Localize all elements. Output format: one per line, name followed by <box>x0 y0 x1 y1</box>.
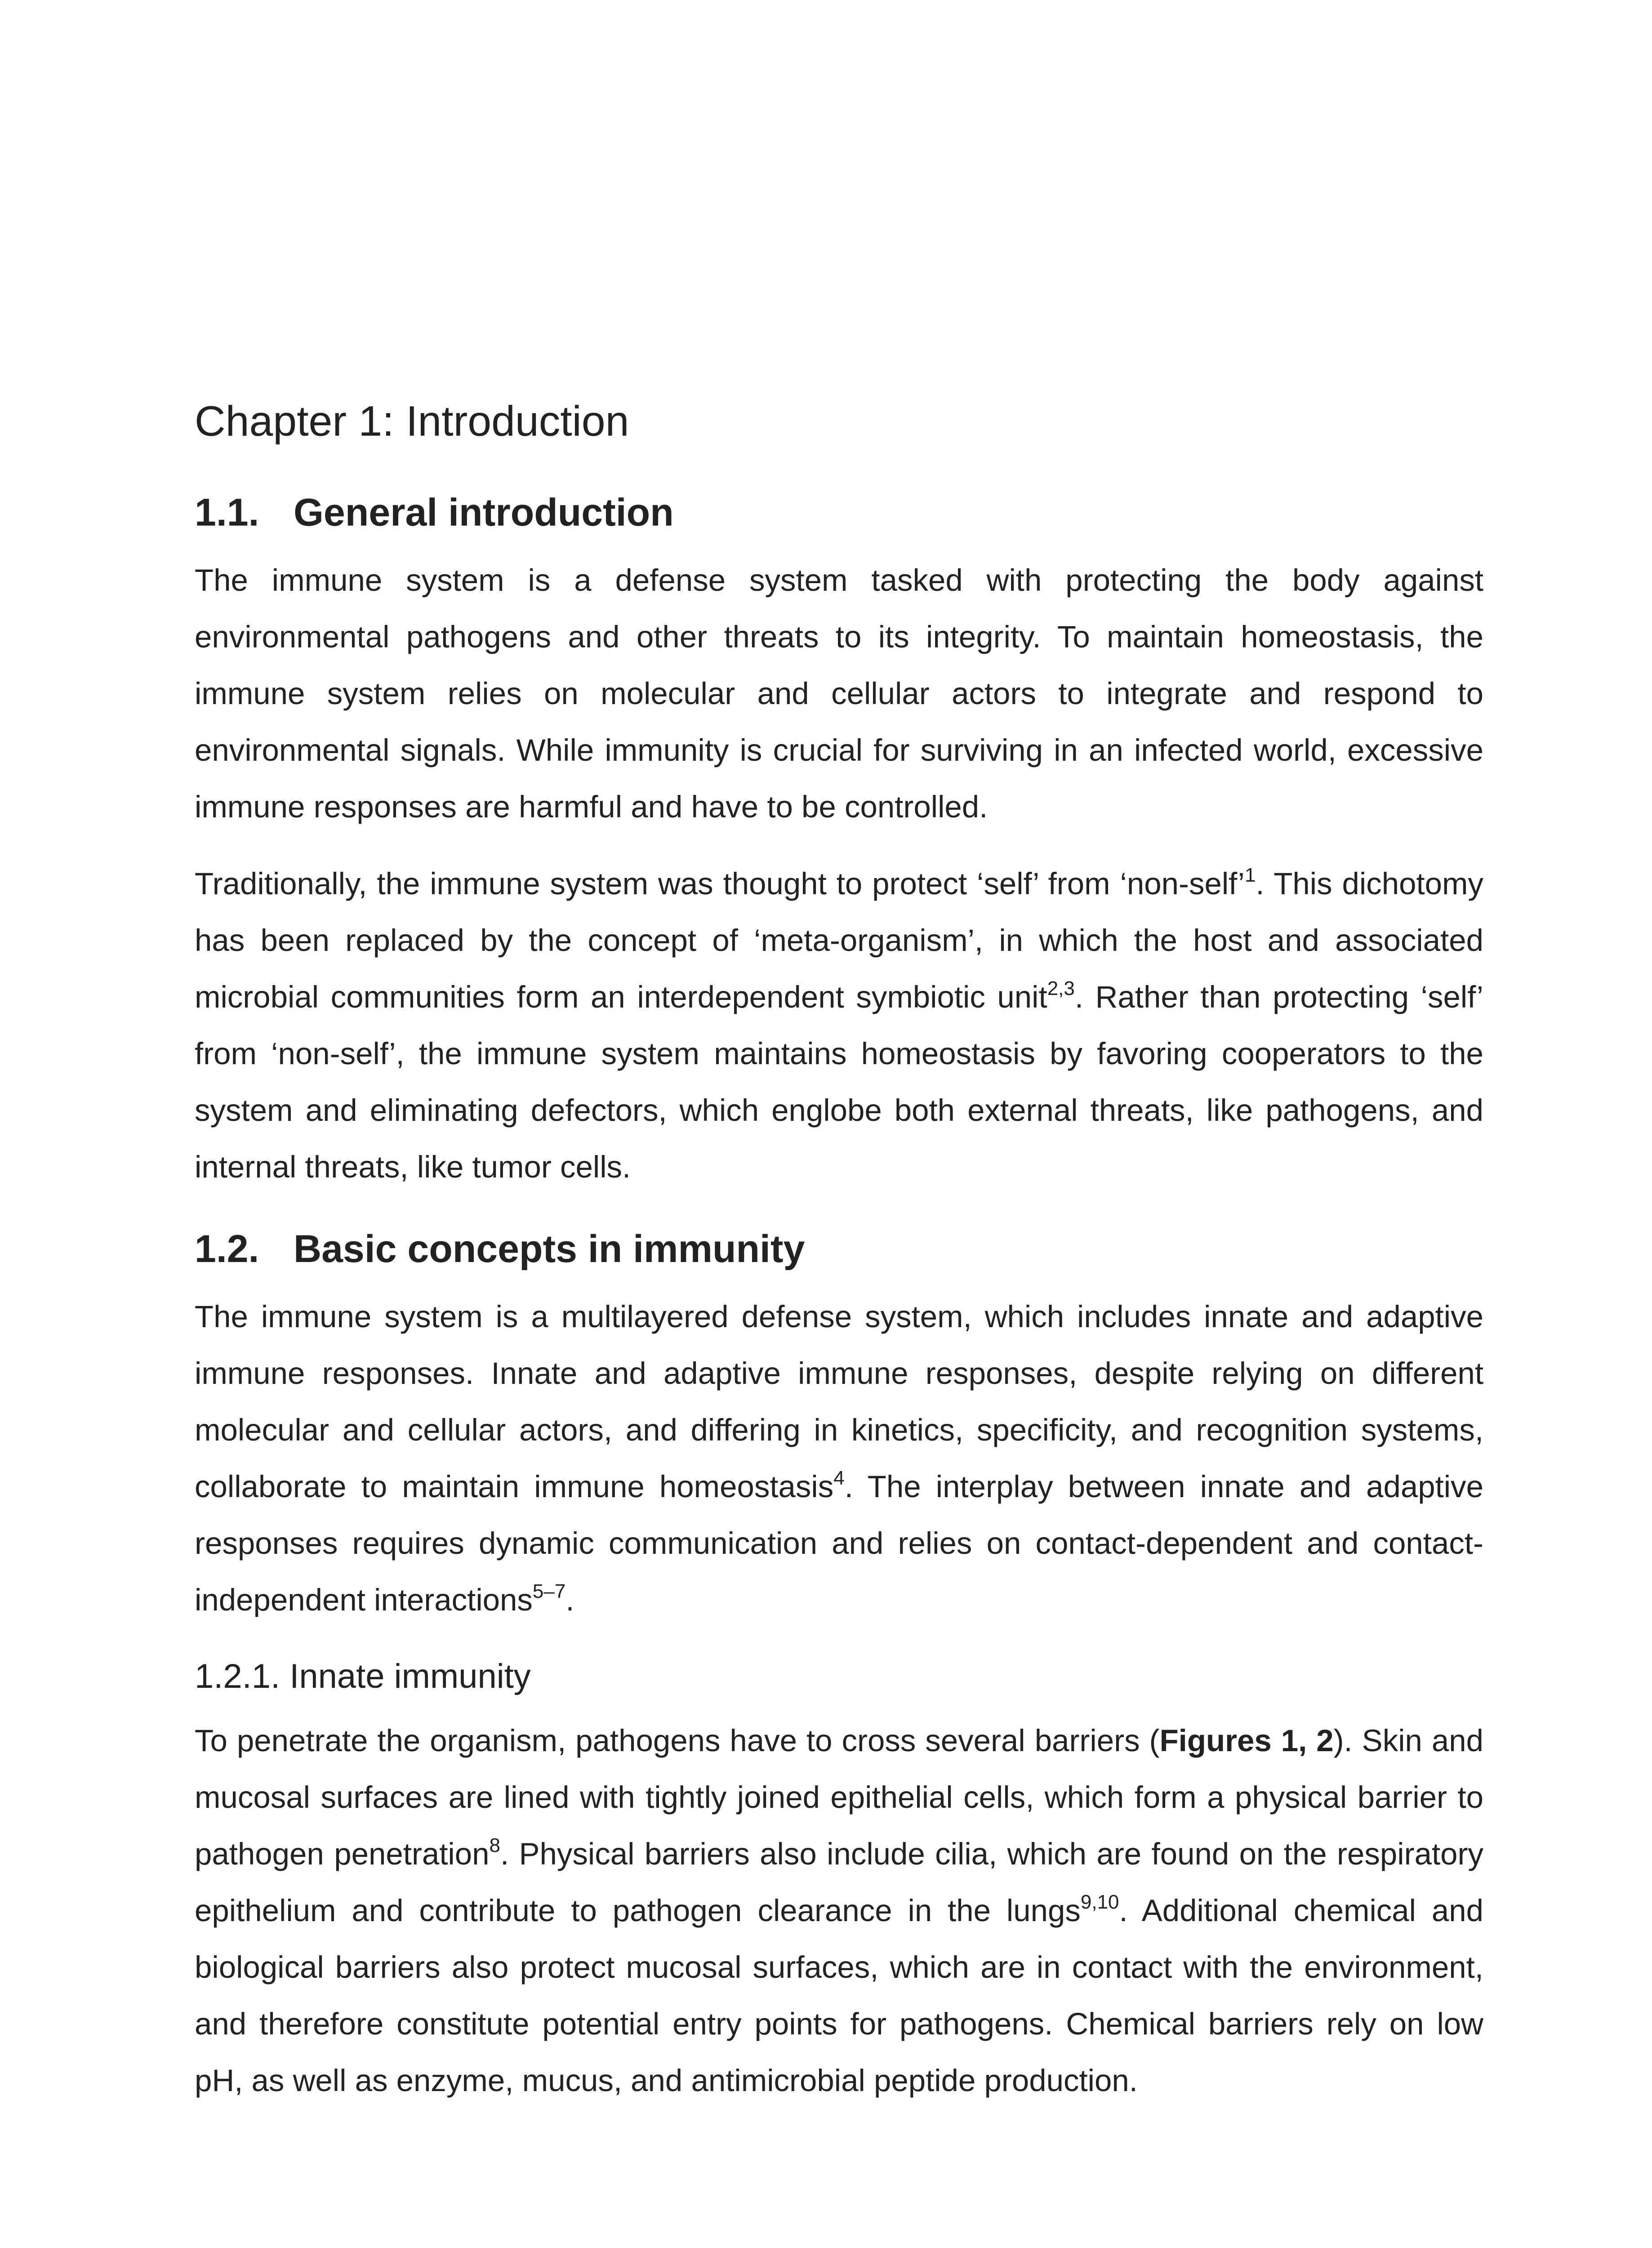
paragraph-text: . Additional chemical and biological barriers also protect mucosal surfaces, which are in contact with the environment, and therefore constitute potential entry points for pathogens. Chemical barriers rely on low pH, as well as enzyme, mucus, and antimicrobial peptide production. <box>195 1893 1483 2098</box>
paragraph-text: . The interplay between innate and adaptive responses requires dynamic communication and relies on contact-dependent and contact-independent interactions <box>195 1469 1483 1618</box>
section-number: 1.2. <box>195 1227 259 1271</box>
paragraph-text: . Rather than protecting ‘self’ from ‘non-self’, the immune system maintains homeostasis by favoring cooperators to the system and eliminating defectors, which englobe both external threats, like pathogens, and internal threats, like tumor cells. <box>195 980 1483 1185</box>
citation: 4 <box>833 1467 845 1490</box>
paragraph-text: To penetrate the organism, pathogens have to cross several barriers ( <box>195 1723 1160 1758</box>
paragraph <box>195 552 1483 835</box>
citation: 5–7 <box>532 1580 566 1603</box>
section-heading-1-1 <box>195 490 1483 536</box>
citation: 8 <box>489 1834 500 1857</box>
section-number: 1.1. <box>195 491 259 534</box>
paragraph <box>195 1713 1483 2109</box>
paragraph-text: The immune system is a defense system tasked with protecting the body against environmental pathogens and other threats to its integrity. To maintain homeostasis, the immune system relies on molecular and cellular actors to integrate and respond to environmental signals. While immunity is crucial for surviving in an infected world, excessive immune responses are harmful and have to be controlled. <box>195 563 1483 825</box>
citation: 1 <box>1244 864 1256 887</box>
subsection-heading-1-2-1: 1.2.1. Innate immunity <box>195 1657 531 1696</box>
page-content <box>195 396 1483 2129</box>
section-heading-1-2 <box>195 1226 1483 1272</box>
citation: 2,3 <box>1047 977 1075 1000</box>
paragraph-text: The immune system is a multilayered defense system, which includes innate and adaptive immune responses. Innate and adaptive immune responses, despite relying on different molecular and cellular actors, and differing in kinetics, specificity, and recognition systems, collaborate to maintain immune homeostasis <box>195 1299 1483 1504</box>
paragraph-text: . Physical barriers also include cilia, which are found on the respiratory epithelium and contribute to pathogen clearance in the lungs <box>195 1837 1483 1928</box>
citation: 9,10 <box>1080 1891 1119 1913</box>
section-title: Basic concepts in immunity <box>294 1227 805 1271</box>
paragraph <box>195 1289 1483 1628</box>
section-title: General introduction <box>294 491 674 534</box>
chapter-title: Chapter 1: Introduction <box>195 397 629 445</box>
paragraph-text: . This dichotomy has been replaced by the concept of ‘meta-organism’, in which the host and associated microbial communities form an interdependent symbiotic unit <box>195 866 1483 1015</box>
paragraph-text: . <box>566 1583 574 1618</box>
paragraph-text: Traditionally, the immune system was thought to protect ‘self’ from ‘non-self’ <box>195 866 1245 901</box>
figure-reference: Figures 1, 2 <box>1159 1723 1334 1758</box>
paragraph-text: ). Skin and mucosal surfaces are lined with tightly joined epithelial cells, which form a physical barrier to pathogen penetration <box>195 1723 1483 1872</box>
paragraph <box>195 856 1483 1195</box>
